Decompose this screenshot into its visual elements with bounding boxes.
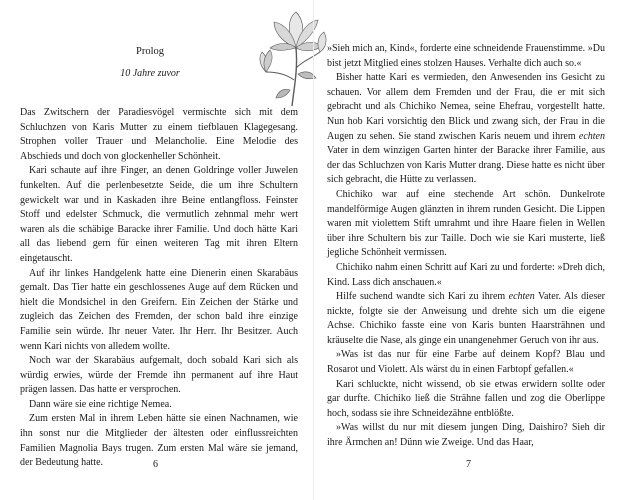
chapter-subtitle: 10 Jahre zuvor: [120, 68, 180, 79]
paragraph: »Was willst du nur mit diesem jungen Ding, Daishiro? Sieh dir ihre Ärmchen an! Dünn wie Zweige. Und das Haar,: [327, 422, 605, 449]
page-number: 6: [153, 459, 158, 470]
chapter-title: Prolog: [135, 46, 164, 57]
paragraph: Hilfe suchend wandte sich Kari zu ihrem echten Vater. Als dieser nickte, folgte sie der Anweisung und drehte sich um die eigene Achse. Chichiko fasste eine von Karis bunten Haarsträhnen und kräuselte die Nase, als ginge ein unangenehmer Geruch von ihr aus.: [327, 291, 605, 346]
right-page-text: [327, 42, 605, 451]
right-page: [314, 0, 628, 500]
paragraph: »Was ist das nur für eine Farbe auf deinem Kopf? Blau und Rosarot und Violett. Als wärst du in einen Farbtopf gefallen.«: [327, 349, 605, 376]
paragraph: Zum ersten Mal in ihrem Leben hätte sie einen Nachnamen, wie ihn sonst nur die Mitglieder der ältesten oder einflussreichten Familien Magnolia Bays trugen. Zum ersten Mal wäre sie jemand, der Bedeutung hatte.: [20, 413, 298, 469]
paragraph: Chichiko war auf eine stechende Art schön. Dunkelrote mandelförmige Augen glänzten in ihrem runden Gesicht. Die Lippen waren mit violettem Stift umrahmt und ihre Haare fielen in Wellen über ihre Schultern bis zur Taille. Doch wie sie Kari musterte, ließ jegliche Schönheit vermissen.: [327, 188, 605, 259]
paragraph: Bisher hatte Kari es vermieden, den Anwesenden ins Gesicht zu schauen. Vor allem dem Fremden und der Frau, die er mit sich gebracht und als Chichiko Nemea, seine Ehefrau, vorgestellt hatte. Nun hob Kari vorsichtig den Blick und zwang sich, der Frau in die Augen zu sehen. Sie stand zwischen Karis neuem und ihrem echten Vater in dem winzigen Garten hinter der Baracke ihrer Familie, aus der das Schluchzen von Karis Mutter drang. Diese hatte es nicht über sich gebracht, die Hütte zu verlassen.: [327, 72, 605, 186]
paragraph: Kari schaute auf ihre Finger, an denen Goldringe voller Juwelen funkelten. Auf die perlenbesetzte Seide, die um ihre Schultern gewickelt war und in Kaskaden ihre Beine entlangfloss. Feinster Stoff und edelster Schmuck, die vermutlich zehnmal mehr wert waren als die schäbige Baracke ihrer Familie. Und doch hätte Kari all das liebend gern für einen weiteren Tag mit ihren Eltern eingetauscht.: [20, 165, 298, 264]
paragraph: Dann wäre sie eine richtige Nemea.: [29, 398, 172, 410]
paragraph: Auf ihr linkes Handgelenk hatte eine Dienerin einen Skarabäus gemalt. Das Tier hatte ein geschlossenes Auge auf dem Rücken und hielt die Mondsichel in den Greifern. Ein Zeichen der Stärke und zugleich das Zeichen des Fremden, der schon bald ihre einzige Familie sein würde. Ihr neuer Vater. Ihr Herr. Ihr Besitzer. Auch wenn Kari nichts von alledem wollte.: [20, 267, 298, 352]
paragraph: Kari schluckte, nicht wissend, ob sie etwas erwidern sollte oder gar durfte. Chichiko ließ die Strähne fallen und zog die Oberlippe hoch, sodass sie ihre Schneidezähne entblößte.: [327, 378, 605, 419]
paragraph: Das Zwitschern der Paradiesvögel vermischte sich mit dem Schluchzen von Karis Mutter zu einem tiefblauen Klagegesang. Strophen voller Trauer und Melancholie. Eine Melodie des Abschieds und doch von glockenheller Schönheit.: [20, 107, 298, 162]
paragraph: »Sieh mich an, Kind«, forderte eine schneidende Frauenstimme. »Du bist jetzt Mitglied eines stolzen Hauses. Verhalte dich auch so.«: [327, 43, 605, 69]
left-page-text: [20, 106, 298, 471]
page-number: 7: [466, 459, 471, 470]
paragraph: Noch war der Skarabäus aufgemalt, doch sobald Kari sich als würdig erwies, würde der Fremde ihn permanent auf ihre Haut prägen lassen. Das hatte er versprochen.: [20, 355, 298, 396]
paragraph: Chichiko nahm einen Schritt auf Kari zu und forderte: »Dreh dich, Kind. Lass dich anschauen.«: [327, 261, 605, 288]
